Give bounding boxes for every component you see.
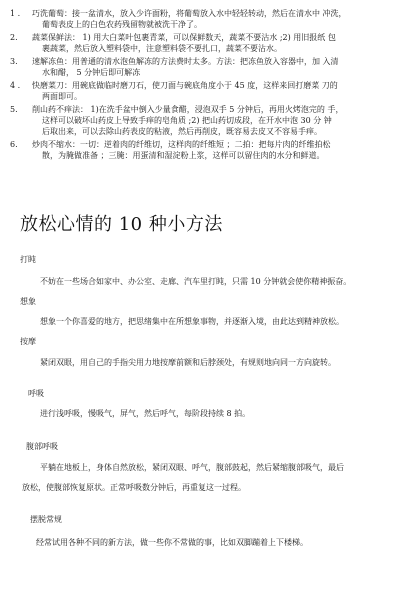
tip-item: [10, 139, 394, 161]
section-title-nap: 打盹: [20, 255, 36, 264]
section-body-imagine: 想象一个你喜爱的地方，把思绪集中在所想象事物，并逐渐入境，由此达到精神放松。: [40, 317, 344, 326]
tip-line: 裹蔬菜，然后放入塑料袋中，注意塑料袋不要扎口，蔬菜不要沾水。: [42, 44, 282, 53]
tip-line: 快磨菜刀：用碗底做临时磨刀石，使刀面与碗底角度小于 45 度，这样来回打磨菜 刀的: [32, 81, 338, 90]
section-body-breathing: 进行浅呼吸，慢吸气，屏气，然后呼气，每阶段持续 8 拍。: [40, 409, 251, 418]
tip-item: [10, 8, 394, 30]
tip-number: 1 .: [10, 9, 21, 18]
section-title-imagine: 想象: [20, 297, 36, 306]
tip-line: 后取出来，可以去除山药表皮的粘液，然后再削皮，既容易去皮又不容易手痒。: [42, 127, 322, 136]
section-body-abdominal-2: 放松，使腹部恢复原状。正常呼吸数分钟后，再重复这一过程。: [22, 483, 246, 492]
tip-text: [32, 56, 394, 78]
section-body-routine: 经常试用各种不同的新方法，做一些你不常做的事，比如双脚蹦着上下楼梯。: [36, 538, 308, 547]
tip-number: 5.: [10, 105, 18, 114]
tip-line: 两面即可。: [42, 92, 82, 101]
tip-line: 巧洗葡萄：接一盆清水，放入少许面粉，将葡萄放入水中轻轻转动，然后在清水中 冲洗，: [32, 9, 347, 18]
section-title-abdominal: 腹部呼吸: [26, 442, 58, 451]
tip-line: 炒肉不缩水：一切：逆着肉的纤维切，这样肉的纤维短 ；二拍：把每片肉的纤维拍松: [32, 140, 331, 149]
section-body-abdominal-1: 平躺在地板上，身体自然放松，紧闭双眼、呼气，腹部鼓起，然后紧缩腹部吸气，最后: [40, 463, 344, 472]
section-title-routine: 摆脱常规: [30, 515, 62, 524]
section-body-nap: 不妨在一些场合如家中、办公室、走廊、汽车里打盹，只需 10 分钟就会使你精神振奋。: [40, 277, 352, 286]
tip-text: [32, 32, 394, 54]
tip-line: 蔬菜保鲜法： 1) 用大白菜叶包裹青菜，可以保鲜数天，蔬菜不要沾水 ;2) 用旧报纸 包: [32, 33, 336, 42]
tip-item: [10, 80, 394, 102]
tip-number: 6.: [10, 140, 18, 149]
tip-item: [10, 56, 394, 78]
tip-number: 2.: [10, 33, 18, 42]
section-title-breathing: 呼吸: [28, 389, 44, 398]
tip-text: [32, 80, 394, 102]
tip-line: 散，为腌做准备 ；三腌：用蛋清和湿淀粉上浆，这样可以留住肉的水分和鲜道。: [42, 151, 325, 160]
tips-list: [10, 8, 394, 163]
tip-line: 速解冻鱼：用普通的清水泡鱼解冻的方法费时太多。方法：把冻鱼放入容器中，加 入清: [32, 57, 339, 66]
tip-text: [32, 139, 394, 161]
section-title-massage: 按摩: [20, 337, 36, 346]
tip-line: 葡萄表皮上的白色农药残留物就被洗干净了。: [42, 20, 202, 29]
tip-line: 这样可以破坏山药皮上导致手痒的皂角质 ;2) 把山药切成段，在开水中泡 30 分 钟: [42, 116, 332, 125]
tip-item: [10, 32, 394, 54]
tip-item: [10, 104, 394, 137]
tip-text: [32, 8, 394, 30]
tip-number: 3.: [10, 57, 18, 66]
tip-line: 水和醋， 5 分钟后即可解冻: [42, 68, 141, 77]
tip-number: 4 .: [10, 81, 21, 90]
page-heading: 放松心情的 10 种小方法: [20, 214, 223, 235]
tip-line: 削山药不痒法： 1)在洗手盆中倒入少量食醋，浸泡双手 5 分钟后，再用火烤泡完的 手，: [32, 105, 344, 114]
section-body-massage: 紧闭双眼，用自己的手指尖用力地按摩前额和后脖颈处，有规则地向同一方向旋转。: [40, 358, 336, 367]
tip-text: [32, 104, 394, 137]
